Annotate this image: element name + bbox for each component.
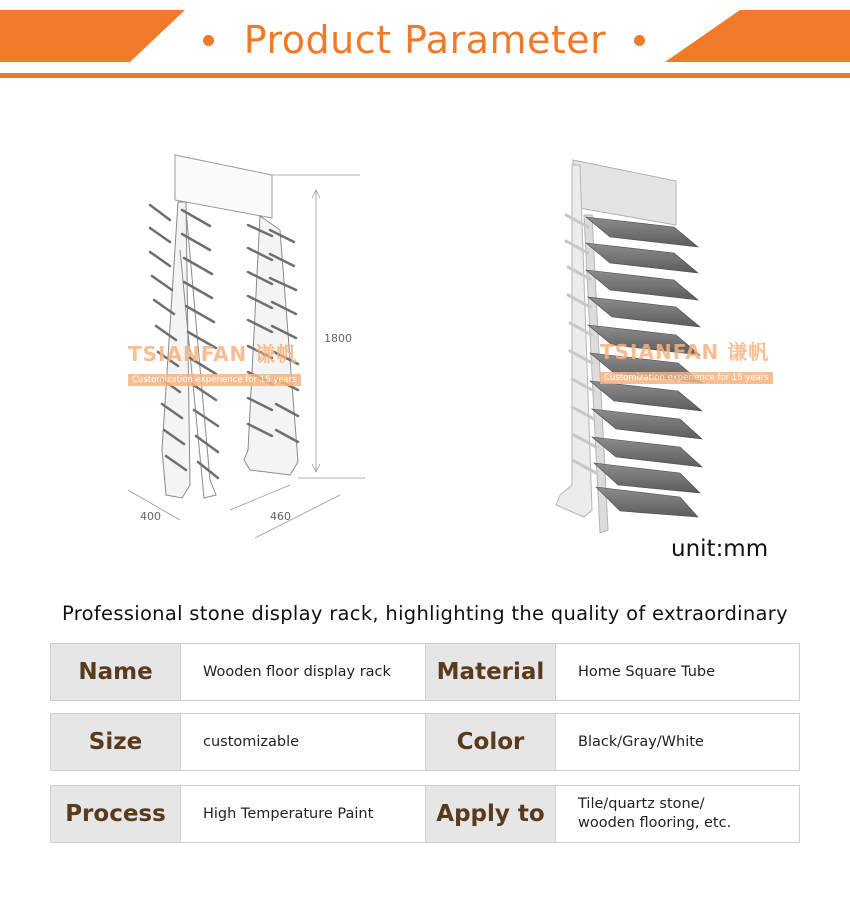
param-label-process: Process: [50, 785, 181, 843]
dimension-width: 460: [270, 510, 291, 523]
param-label-color: Color: [425, 713, 556, 771]
param-label-apply-to: Apply to: [425, 785, 556, 843]
param-value-size: customizable: [180, 713, 426, 771]
dimension-height: 1800: [324, 332, 352, 345]
page-title: Product Parameter: [243, 18, 607, 62]
rack-product-render: [548, 155, 708, 540]
parameter-row: [50, 643, 800, 703]
param-label-size: Size: [50, 713, 181, 771]
parameter-row: [50, 713, 800, 773]
header-banner: [0, 0, 850, 80]
param-value-apply-to: Tile/quartz stone/ wooden flooring, etc.: [555, 785, 800, 843]
rack-render-svg: [548, 155, 708, 540]
param-label-material: Material: [425, 643, 556, 701]
param-value-material: Home Square Tube: [555, 643, 800, 701]
rack-line-drawing: [120, 150, 380, 540]
param-value-color: Black/Gray/White: [555, 713, 800, 771]
unit-label: unit:mm: [671, 536, 769, 562]
watermark-brand: TSIANFAN 谦帆: [128, 342, 298, 366]
parameter-row: [50, 785, 800, 845]
product-tagline: Professional stone display rack, highlighting the quality of extraordinary: [62, 602, 788, 625]
rack-drawing-svg: [120, 150, 380, 540]
watermark-brand-right: TSIANFAN 谦帆: [600, 340, 770, 364]
dimension-depth: 400: [140, 510, 161, 523]
param-value-name: Wooden floor display rack: [180, 643, 426, 701]
watermark-tagline: Customization experience for 15 years: [128, 374, 301, 386]
bullet-dot-right: [634, 35, 645, 46]
watermark-tagline-right: Customization experience for 15 years: [600, 372, 773, 384]
param-label-name: Name: [50, 643, 181, 701]
param-value-process: High Temperature Paint: [180, 785, 426, 843]
